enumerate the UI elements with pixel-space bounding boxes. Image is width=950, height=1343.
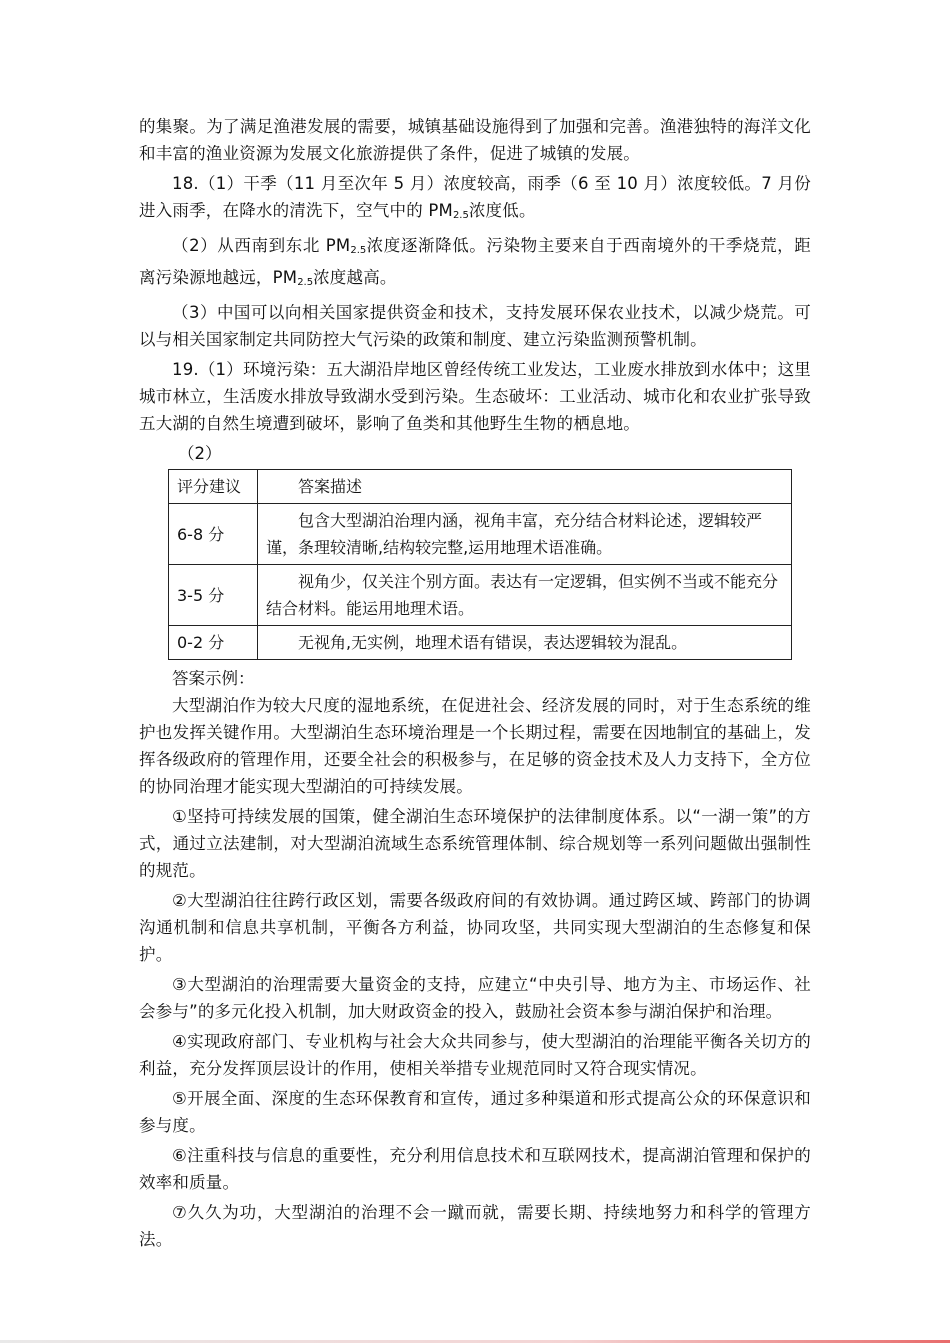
table-row	[169, 565, 792, 626]
q18-part2-text-c: 浓度越高。	[313, 268, 397, 287]
q18-part1-text-a: 18.（1）干季（11 月至次年 5 月）浓度较高，雨季（6 至 10 月）浓度较低。7 月份进入雨季，在降水的清洗下，空气中的 PM	[139, 174, 811, 220]
q19-part1: 19.（1）环境污染：五大湖沿岸地区曾经传统工业发达，工业废水排放到水体中；这里城市林立，生活废水排放导致湖水受到污染。生态破坏：工业活动、城市化和农业扩张导致五大湖的自然生境遭到破坏，影响了鱼类和其他野生生物的栖息地。	[139, 360, 811, 433]
example-paragraph: ⑤开展全面、深度的生态环保教育和宣传，通过多种渠道和形式提高公众的环保意识和参与度。	[139, 1089, 811, 1135]
header-score: 评分建议	[169, 470, 258, 504]
pm-subscript: 2.5	[452, 210, 469, 221]
row-score: 0-2 分	[169, 626, 258, 660]
pm-subscript: 2.5	[297, 277, 314, 288]
scoring-table	[168, 469, 792, 660]
q18-part2-text-b: 浓度逐渐降低。污染物主要来自于西南境外的干季烧荒，距离污染源地越远，PM	[139, 236, 811, 287]
q18-part1	[139, 170, 811, 229]
q18-part2	[139, 232, 811, 296]
example-paragraph: ④实现政府部门、专业机构与社会大众共同参与，使大型湖泊的治理能平衡各关切方的利益，充分发挥顶层设计的作用，使相关举措专业规范同时又符合现实情况。	[139, 1032, 811, 1078]
table-header-row	[169, 470, 792, 504]
example-paragraph: ②大型湖泊往往跨行政区划，需要各级政府间的有效协调。通过跨区域、跨部门的协调沟通机制和信息共享机制，平衡各方利益，协同攻坚，共同实现大型湖泊的生态修复和保护。	[139, 891, 811, 964]
example-paragraph: ①坚持可持续发展的国策，健全湖泊生态环境保护的法律制度体系。以“一湖一策”的方式，通过立法建制，对大型湖泊流域生态系统管理体制、综合规划等一系列问题做出强制性的规范。	[139, 807, 811, 880]
example-paragraph: ⑦久久为功，大型湖泊的治理不会一蹴而就，需要长期、持续地努力和科学的管理方法。	[139, 1203, 811, 1249]
example-label: 答案示例：	[172, 669, 255, 688]
q18-part2-text-a: （2）从西南到东北 PM	[172, 236, 351, 255]
example-paragraph: ⑥注重科技与信息的重要性，充分利用信息技术和互联网技术，提高湖泊管理和保护的效率和质量。	[139, 1146, 811, 1192]
table-row	[169, 626, 792, 660]
row-desc: 视角少，仅关注个别方面。表达有一定逻辑，但实例不当或不能充分结合材料。能运用地理术语。	[258, 565, 792, 626]
example-paragraph: 大型湖泊作为较大尺度的湿地系统，在促进社会、经济发展的同时，对于生态系统的维护也发挥关键作用。大型湖泊生态环境治理是一个长期过程，需要在因地制宜的基础上，发挥各级政府的管理作用，还要全社会的积极参与，在足够的资金技术及人力支持下，全方位的协同治理才能实现大型湖泊的可持续发展。	[139, 696, 811, 796]
document-page	[139, 113, 811, 1256]
example-paragraph: ③大型湖泊的治理需要大量资金的支持，应建立“中央引导、地方为主、市场运作、社会参与”的多元化投入机制，加大财政资金的投入，鼓励社会资本参与湖泊保护和治理。	[139, 975, 811, 1021]
row-desc: 包含大型湖泊治理内涵，视角丰富，充分结合材料论述，逻辑较严谨，条理较清晰,结构较完整,运用地理术语准确。	[258, 504, 792, 565]
row-desc: 无视角,无实例，地理术语有错误，表达逻辑较为混乱。	[258, 626, 792, 660]
row-score: 3-5 分	[169, 565, 258, 626]
header-desc: 答案描述	[258, 470, 792, 504]
q18-part3: （3）中国可以向相关国家提供资金和技术，支持发展环保农业技术，以减少烧荒。可以与相关国家制定共同防控大气污染的政策和制度、建立污染监测预警机制。	[139, 303, 811, 349]
q18-part1-text-b: 浓度低。	[468, 201, 536, 220]
q19-part2-label: （2）	[178, 444, 222, 463]
intro-continuation: 的集聚。为了满足渔港发展的需要，城镇基础设施得到了加强和完善。渔港独特的海洋文化和丰富的渔业资源为发展文化旅游提供了条件，促进了城镇的发展。	[139, 117, 811, 163]
pm-subscript: 2.5	[350, 245, 367, 256]
table-row	[169, 504, 792, 565]
row-score: 6-8 分	[169, 504, 258, 565]
